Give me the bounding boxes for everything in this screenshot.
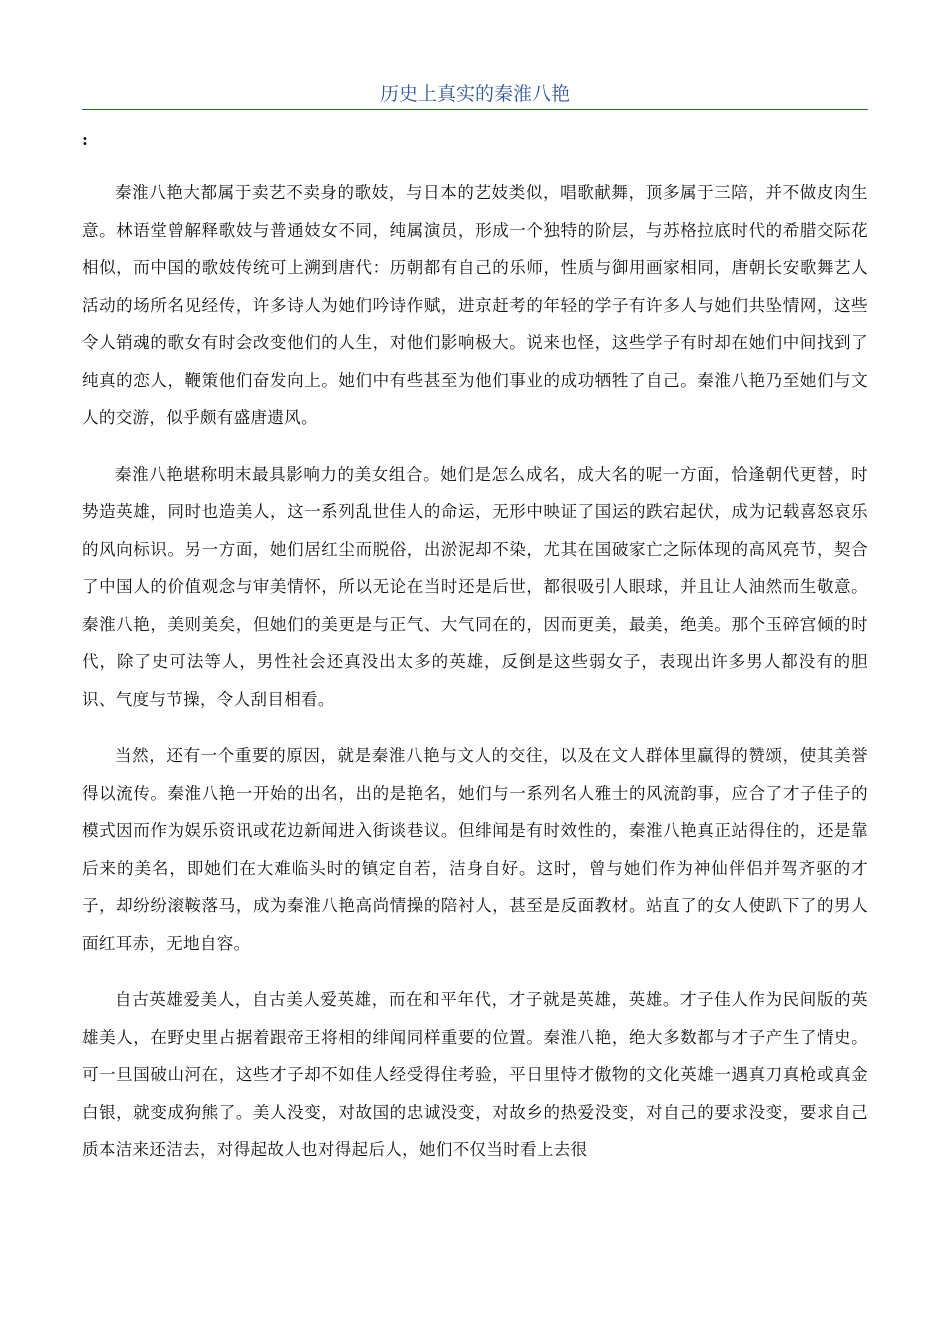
paragraph-1: 秦淮八艳大都属于卖艺不卖身的歌妓，与日本的艺妓类似，唱歌献舞，顶多属于三陪，并不做皮肉生意。林语堂曾解释歌妓与普通妓女不同，纯属演员，形成一个独特的阶层，与苏格拉底时代的希腊交际花相似，而中国的歌妓传统可上溯到唐代：历朝都有自己的乐师，性质与御用画家相同，唐朝长安歌舞艺人活动的场所名见经传，许多诗人为她们吟诗作赋，进京赶考的年轻的学子有许多人与她们共坠情网，这些令人销魂的歌女有时会改变他们的人生，对他们影响极大。说来也怪，这些学子有时却在她们中间找到了纯真的恋人，鞭策他们奋发向上。她们中有些甚至为他们事业的成功牺牲了自己。秦淮八艳乃至她们与文人的交游，似乎颇有盛唐遗风。	[82, 183, 868, 427]
paragraph-3: 当然，还有一个重要的原因，就是秦淮八艳与文人的交往，以及在文人群体里赢得的赞颂，使其美誉得以流传。秦淮八艳一开始的出名，出的是艳名，她们与一系列名人雅士的风流韵事，应合了才子佳子的模式因而作为娱乐资讯或花边新闻进入街谈巷议。但绯闻是有时效性的，秦淮八艳真正站得住的，还是靠后来的美名，即她们在大难临头时的镇定自若，洁身自好。这时，曾与她们作为神仙伴侣并驾齐驱的才子，却纷纷滚鞍落马，成为秦淮八艳高尚情操的陪衬人，甚至是反面教材。站直了的女人使趴下了的男人面红耳赤，无地自容。	[82, 746, 868, 953]
title-divider	[82, 109, 868, 110]
paragraph-2: 秦淮八艳堪称明末最具影响力的美女组合。她们是怎么成名，成大名的呢一方面，恰逢朝代更替，时势造英雄，同时也造美人，这一系列乱世佳人的命运，无形中映证了国运的跌宕起伏，成为记载喜怒哀乐的风向标识。另一方面，她们居红尘而脱俗，出淤泥却不染，尤其在国破家亡之际体现的高风亮节，契合了中国人的价值观念与审美情怀，所以无论在当时还是后世，都很吸引人眼球，并且让人油然而生敬意。秦淮八艳，美则美矣，但她们的美更是与正气、大气同在的，因而更美，最美，绝美。那个玉碎宫倾的时代，除了史可法等人，男性社会还真没出太多的英雄，反倒是这些弱女子，表现出许多男人都没有的胆识、气度与节操，令人刮目相看。	[82, 464, 868, 709]
document-title: 历史上真实的秦淮八艳	[379, 83, 570, 105]
lead-colon: :	[82, 130, 88, 149]
paragraph-4: 自古英雄爱美人，自古美人爱英雄，而在和平年代，才子就是英雄，英雄。才子佳人作为民间版的英雄美人，在野史里占据着跟帝王将相的绯闻同样重要的位置。秦淮八艳，绝大多数都与才子产生了情史。可一旦国破山河在，这些才子却不如佳人经受得住考验，平日里恃才傲物的文化英雄一遇真刀真枪或真金白银，就变成狗熊了。美人没变，对故国的忠诚没变，对故乡的热爱没变，对自己的要求没变，要求自己质本洁来还洁去，对得起故人也对得起后人，她们不仅当时看上去很	[82, 990, 868, 1159]
document-body	[82, 174, 868, 1188]
